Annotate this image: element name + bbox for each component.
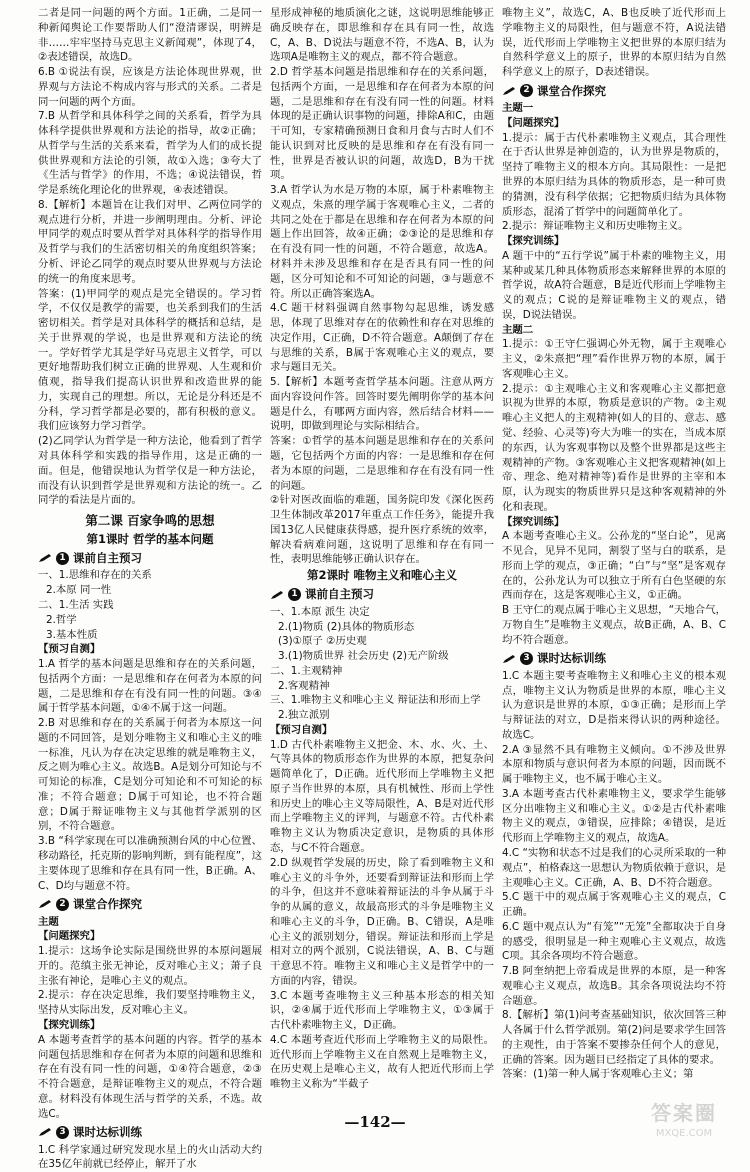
list-item: 2.哲学: [46, 613, 77, 626]
paragraph: 唯物主义”，故选C，A、B也反映了近代形而上学唯物主义的局限性，但与题意不符，A说法错误，近代形而上学唯物主义把世界的本原归结为自然科学意义上的原子，世界的本原归结为自然科学意义上的原子，D表述错误。: [502, 7, 726, 79]
section-title: 课时达标训练: [537, 651, 606, 666]
answer-item: 2.D 纵观哲学发展的历史，除了看到唯物主义和唯心主义的斗争外，还要看到辩证法和形而上学的斗争，但这并不意味着辩证法的斗争从属于斗争的从属的意义，故最高形式的斗争是唯物主义和唯心主义的斗争，D正确。B、C错误，A是唯心主义的派别划分，错误。辩证法和形而上学是相对立的两个派别，C说法错误，A、B、C与题干意思不符。唯物主义和唯心主义是哲学中的一方面的内容，错误。: [270, 856, 494, 987]
watermark-url: MXQE.COM: [655, 1128, 713, 1140]
subsection-label: 【预习自测】: [38, 643, 101, 656]
list-item: (3)①原子 ②历史观: [278, 635, 367, 648]
answer-item: 8.【解析】第(1)问考查基础知识，依次回答三种人各属于什么哲学派别。第(2)问是要求学生回答的主观性，由于答案不要掺杂任何个人的意见，正确的答案。因为题目已经指定了具体的要求。: [502, 1009, 726, 1066]
answer-item: 2.提示：存在决定思维，我们要坚持唯物主义，坚持从实际出发，反对唯心主义。: [38, 989, 262, 1017]
answer-item: 3.B “科学家现在可以准确预测台风的中心位置、移动路径，托克斯的影响判断，到有能程度”，这主要体现了思维和存在具有同一性，B正确。A、C、D均与题意不符。: [38, 835, 262, 892]
circled-number-2-icon: 2: [520, 84, 533, 97]
circled-number-3-icon: 3: [56, 1126, 69, 1139]
subsection-label: 【问题探究】: [502, 116, 565, 129]
topic-label: 主题二: [502, 323, 534, 336]
subsection-label: 【预习自测】: [270, 723, 333, 736]
pencil-icon: [502, 654, 516, 664]
circled-number-1-icon: 1: [56, 552, 69, 565]
subsection-label: 【探究训练】: [38, 1018, 101, 1031]
circled-number-2-icon: 2: [56, 898, 69, 911]
answer-item: 答案：①哲学的基本问题是思维和存在的关系问题，它包括两个方面的内容：一是思维和存在何者为本原的问题，二是思维和存在有没有同一性的问题。: [270, 435, 494, 492]
section-title: 课前自主预习: [73, 551, 142, 566]
answer-item: 3.A 哲学认为水是万物的本原，属于朴素唯物主义观点，朱熹的理学属于客观唯心主义，二者的共同之处在于都是在思维和存在何者为本原的问题上作出回答，故④正确；②③论的是思维和存在有没有同一性的问题，不符合题意，故选A。材料并未涉及思维和存在是否具有同一性的问题，区分可知论和不可知论的问题，③与题意不符。所以正确答案选A。: [270, 184, 494, 300]
answer-item: 4.C 本题考查近代形而上学唯物主义的局限性。近代形而上学唯物主义在自然观上是唯物主义，在历史观上是唯心主义，故有人把近代形而上学唯物主义称为“半截子: [270, 1033, 494, 1091]
subsection-label: 【问题探究】: [38, 930, 101, 943]
answer-item: 1.C 本题主要考查唯物主义和唯心主义的根本观点，唯物主义认为物质是世界的本原，唯心主义认为意识是世界的本原，①③正确；是形而上学与辩证法的对立，D是指来得认识的两种途径。故选C。: [502, 669, 726, 741]
answer-item: ②针对医改面临的难题，国务院印发《深化医药卫生体制改革2017年重点工作任务》，能提升我国13亿人民健康获得感，提升医疗系统的效率，解决看病难问题，这说明了思维和存在有同一性，表明思维能够正确认识存在。: [270, 494, 494, 566]
list-item: 2.独立派别: [278, 709, 330, 722]
list-item: 2.客观精神: [278, 679, 330, 692]
pencil-icon: [38, 553, 52, 563]
answer-item: 1.A 哲学的基本问题是思维和存在的关系问题，包括两个方面：一是思维和存在何者为本原的问题，二是思维和存在有没有同一性的问题。③④ 属于哲学基本问题，①④不属于这一问题。: [38, 658, 262, 715]
answer-item: 7.B 阿奎纳把上帝看成是世界的本原，是一种客观唯心主义观点，故选B。其余各项说法均不符合题意。: [502, 965, 726, 1007]
list-item: 2.本原 同一性: [46, 584, 112, 597]
answer-item: A 本题考查唯心主义。公孙龙的“坚白论”，见离不见合，见异不见同，割裂了坚与白的联系，是形而上学的观点，③正确；“白”与“坚”是客观存在的，公孙龙认为可以独立于所有白色坚硬的东西而存在，这是客观唯心主义，①正确。: [502, 530, 726, 602]
section-header-drill: [502, 650, 726, 666]
section-header-class: [38, 896, 262, 912]
list-item: 3.(1)物质世界 社会历史 (2)无产阶级: [278, 650, 449, 663]
pencil-icon: [270, 590, 284, 600]
pencil-icon: [502, 86, 516, 96]
answer-item: A 本题考查哲学的基本问题的内容。哲学的基本问题包括思维和存在何者为本原的问题和思维和存在有没有同一性的问题，①④符合题意，②③不符合题意，是辩证唯物主义的观点，不符合题意。材料没有体现生活与哲学的关系，不选。故选C。: [38, 1033, 262, 1120]
list-item: 二、1.生活 实践: [38, 598, 114, 611]
section-title: 课堂合作探究: [537, 83, 606, 98]
answer-item: 4.C 题干材料强调自然事物勾起思维，诱发感思，体现了思维对存在的依赖性和存在对思维的决定作用，C正确，D不符合题意。A颠倒了存在与思维的关系，B属于客观唯心主义的观点，要求与题目无关。: [270, 302, 494, 374]
answer-item: 2.B 对思维和存在的关系属于何者为本原这一问题的不同回答，是划分唯物主义和唯心主义的唯一标准，凡认为存在决定思维的就是唯物主义，反之则为唯心主义。故选B。A是划分可知论与不可知论的标准，C是划分可知论和不可知论的标准；不符合题意；D属于可知论，也不符合题意；D属于辩证唯物主义与其他哲学派别的区别，不符合题意。: [38, 717, 262, 833]
answer-8-part2: (2)乙同学认为哲学是一种方法论，他看到了哲学对具体科学和实践的指导作用，这是正确的一面。但是，他错误地认为哲学仅是一种方法论，而没有认识到哲学是世界观和方法论的统一。乙同学的看法是片面的。: [38, 435, 262, 507]
answer-item: 2.A ③显然不具有唯物主义倾向。①不涉及世界本原和物质与意识何者为本原的问题，因而既不属于唯物主义，也不属于唯心主义。: [502, 743, 726, 786]
watermark-text: 答案圈: [651, 1101, 717, 1125]
section-title: 课时达标训练: [73, 1125, 142, 1140]
watermark-logo: [624, 1099, 744, 1139]
answer-item: 答案：(1)第一种人属于客观唯心主义；第: [502, 1068, 694, 1081]
section-title: 课堂合作探究: [73, 897, 142, 912]
paragraph: 星形成神秘的地质演化之谜，这说明思维能够正确反映存在，即思维和存在具有同一性，故选C，A、B、D说法与题意不符，不选A、B，认为选项A是唯物主义的观点，都不符合题意。: [270, 7, 494, 64]
answer-item: 1.提示：属于古代朴素唯物主义观点，其合理性在于否认世界是神创造的，认为世界是物质的，坚持了唯物主义的根本方向。其局限性：一是把世界的本原归结为具体的物质形态，是一种可贵的猜测，没有科学依据；它把物质归结为具体物质形态，混淆了哲学中的问题简单化了。: [502, 131, 726, 218]
column-3: [502, 6, 726, 1106]
circled-number-1-icon: 1: [288, 588, 301, 601]
answer-item: 1.提示：这场争论实际是围绕世界的本原问题展开的。范缜主张无神论，反对唯心主义；萧子良主张有神论，是唯心主义的观点。: [38, 945, 262, 987]
answer-item: A 题干中的“五行学说”属于朴素的唯物主义，用某种或某几种具体物质形态来解释世界的本原的哲学说，故A符合题意，B是近代形而上学唯物主义的观点；C说的是辩证唯物主义的观点，错误，D说法错误。: [502, 249, 726, 321]
answer-item: 3.A 本题考查古代朴素唯物主义，要求学生能够区分出唯物主义和唯心主义。①②是古代朴素唯物主义的观点，③错误，应排除；④错误，是近代形而上学唯物主义的观点，故选A。: [502, 787, 726, 845]
answer-item: B 王守仁的观点属于唯心主义思想，“天地合气，万物自生”是唯物主义观点，故B正确，A、B、C均不符合题意。: [502, 604, 726, 646]
list-item: 一、1.本原 派生 决定: [270, 605, 370, 618]
answer-item: 1.C 科学家通过研究发现水星上的火山活动大约在35亿年前就已经停止，解开了水: [38, 1143, 262, 1171]
page-number: —142—: [344, 1113, 406, 1131]
answer-8-part1: 答案：(1)甲同学的观点是完全错误的。学习哲学，不仅仅是教学的需要，也关系到我们的生活密切相关。哲学是对具体科学的概括和总结，是关于世界观的学说，也是世界观和方法论的统一。学好哲学尤其是学好马克思主义哲学，可以更好地帮助我们树立正确的世界观、人生观和价值观，指导我们提高认识世界和改造世界的能力，实现自己的理想。所以，无论是分科还是不分科，学习哲学都是必要的，都有积极的意义。我们应该努力学习哲学。: [38, 287, 262, 433]
answer-item: 6.C 题中观点认为“有笼”“无笼”全都取决于自身的感受，很明显是一种主观唯心主义观点，故选C项。其余各项均不符合题意。: [502, 920, 726, 963]
subsection-label: 【探究训练】: [502, 515, 565, 528]
list-item: 3.基本性质: [46, 628, 98, 641]
column-1: [38, 6, 262, 1171]
topic-label: 主题: [38, 915, 59, 928]
answer-item: 5.C 题干中的观点属于客观唯心主义的观点，C正确。: [502, 891, 726, 919]
lesson-subtitle: 第2课时 唯物主义和唯心主义: [306, 568, 457, 583]
subsection-label: 【探究训练】: [502, 235, 565, 248]
answer-item: 2.提示：①主观唯心主义和客观唯心主义都把意识视为世界的本原，物质是意识的产物。②主观唯心主义把人的主观精神(如人的目的、意志、感觉、经验、心灵等)夸大为唯一的实在，当成本原的东西，认为客观事物以及整个世界都是这些主观精神的产物。③客观唯心主义把客观精神(如上帝、理念、绝对精神等)看作是世界的主宰和本原，认为现实的物质世界只是这种客观精神的外化和表现。: [502, 382, 726, 513]
column-2: [270, 6, 494, 1106]
list-item: 二、1.主观精神: [270, 664, 343, 677]
answer-item: 2.D 哲学基本问题是指思维和存在的关系问题，包括两个方面，一是思维和存在何者为本原的问题，二是思维和存在有没有同一性的问题。材料体现的是正确认识事物的问题，排除A和C，由题干可知，专家精确预测日食和月食与古时人们不能认识到对比反映的是思维和存在有没有同一性，世界是否被认识的问题，故选D，B为干扰项。: [270, 66, 494, 182]
list-item: 2.(1)物质 (2)具体的物质形态: [278, 620, 415, 633]
pencil-icon: [38, 899, 52, 909]
section-title: 课前自主预习: [305, 587, 374, 602]
answer-item: 3.C 本题考查唯物主义三种基本形态的相关知识，②④属于近代形而上学唯物主义，①③属于古代朴素唯物主义，D正确。: [270, 989, 494, 1032]
answer-item: 4.C “实物和状态不过是我们的心灵所采取的一种观点”，柏格森这一思想认为物质依赖于意识，是主观唯心主义。C正确，A、B、D不符合题意。: [502, 847, 726, 889]
answer-item: 2.提示：辩证唯物主义和历史唯物主义。: [502, 220, 689, 233]
answer-7: 7.B 从哲学和具体科学之间的关系看，哲学为具体科学提供世界观和方法论的指导，故②正确；从哲学与生活的关系来看，哲学为人们的成长提供世界观和方法论的引领，故①入选；③夸大了《生活与哲学》的作用，不选；④说法错误，哲学是系统化理论化的世界观，④表述错误。: [38, 110, 262, 197]
list-item: 三、1.唯物主义和唯心主义 辩证法和形而上学: [270, 694, 481, 707]
section-header-preview: [38, 550, 262, 566]
section-header-preview: [270, 586, 494, 602]
lesson-subtitle: 第1课时 哲学的基本问题: [86, 531, 214, 546]
list-item: 一、1.思维和存在的关系: [38, 569, 152, 582]
circled-number-3-icon: 3: [520, 652, 533, 665]
section-header-class: [502, 83, 726, 99]
answer-item: 1.提示：①王守仁强调心外无物，属于主观唯心主义，②朱熹把“理”看作世界万物的本原，属于客观唯心主义。: [502, 338, 726, 380]
answer-item: 5.【解析】本题考查哲学基本问题。注意从两方面内容设问作答。回答时要先阐明你学的基本问题是什么，有哪两方面内容，然后结合材料——说明，即做到理论与实际相结合。: [270, 376, 494, 433]
topic-label: 主题一: [502, 102, 534, 115]
answer-6: 6.B ①说法有误，应该是方法论体现世界观，世界观与方法论不构成内容与形式的关系。二者是同一问题的两个方面。: [38, 66, 262, 108]
answer-item: 1.D 古代朴素唯物主义把金、木、水、火、土、气等具体的物质形态作为世界的本原，把复杂问题简单化了，D正确。近代形而上学唯物主义把原子当作世界的本原，具有机械性、形而上学性和历史上的唯心主义等局限性，A、B是对近代形而上学唯物主义的评判，与题意不符。古代朴素唯物主义认为物质决定意识，是物质的具体形态，与C不符合题意。: [270, 738, 494, 854]
answer-8: 8.【解析】本题旨在让我们对甲、乙两位同学的观点进行分析，并进一步阐明理由。分析、评论甲同学的观点时要从哲学对具体科学的指导作用及哲学与我们的生活密切相关的角度组织答案；分析、评论乙同学的观点时要从世界观与方法论的统一的角度来思考。: [38, 198, 262, 285]
paragraph: 二者是同一问题的两个方面。1正确，二是同一种新闻舆论工作要帮助人们“澄清谬误，明辨是非……牢牢坚持马克思主义新闻观”，体现了4，②表述错误，故选D。: [38, 7, 262, 64]
lesson-title: 第二课 百家争鸣的思想: [85, 513, 215, 529]
